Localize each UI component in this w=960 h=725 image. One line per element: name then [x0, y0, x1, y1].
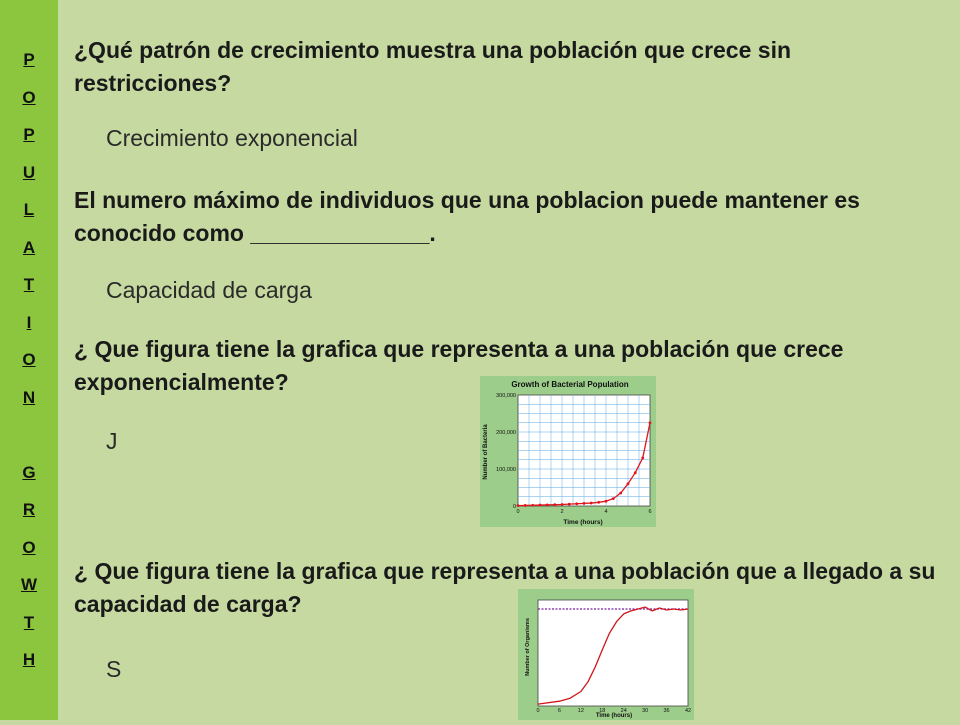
- x-tick-label: 12: [577, 708, 584, 714]
- exponential-chart-svg: [480, 376, 656, 527]
- data-point: [524, 504, 527, 507]
- sidebar-letter: W: [20, 575, 38, 594]
- data-point: [568, 503, 571, 506]
- sidebar-letter: T: [23, 613, 35, 632]
- logistic-chart-svg: [518, 589, 694, 720]
- sidebar-letter: L: [23, 200, 35, 219]
- sidebar-letter: R: [22, 500, 36, 519]
- question-4: ¿ Que figura tiene la grafica que representa a una población que a llegado a su capacidad de carga?: [74, 558, 936, 617]
- answer-2: Capacidad de carga: [106, 277, 312, 303]
- chart-x-label: Time (hours): [595, 713, 633, 719]
- x-tick-label: 2: [560, 509, 564, 515]
- y-tick-label: 100,000: [496, 467, 516, 473]
- data-point: [627, 482, 630, 485]
- sidebar-letter: T: [23, 275, 35, 294]
- data-point: [649, 421, 652, 424]
- sidebar-letter: O: [22, 538, 36, 557]
- x-tick-label: 6: [557, 708, 561, 714]
- chart-x-label: Time (hours): [563, 519, 603, 526]
- chart-title: Growth of Bacterial Population: [511, 380, 629, 389]
- y-tick-label: 200,000: [496, 430, 516, 436]
- x-tick-label: 30: [642, 708, 649, 714]
- sidebar: [0, 0, 58, 720]
- answer-1: Crecimiento exponencial: [106, 125, 358, 151]
- data-point: [561, 503, 564, 506]
- data-point: [605, 500, 608, 503]
- sidebar-letter: G: [22, 463, 36, 482]
- y-tick-label: 300,000: [496, 393, 516, 399]
- answer-4: S: [106, 656, 122, 682]
- sidebar-letter: H: [22, 650, 36, 669]
- chart-y-label: Number of Organisms: [525, 618, 531, 676]
- data-point: [612, 497, 615, 500]
- data-point: [583, 502, 586, 505]
- data-point: [553, 503, 556, 506]
- x-tick-label: 4: [604, 509, 608, 515]
- x-tick-label: 36: [663, 708, 670, 714]
- sidebar-letter: A: [22, 238, 36, 257]
- sidebar-letter: U: [22, 163, 36, 182]
- sidebar-letter: I: [26, 313, 32, 332]
- data-point: [619, 492, 622, 495]
- x-tick-label: 0: [516, 509, 520, 515]
- plot-area: [538, 600, 688, 706]
- x-tick-label: 42: [684, 708, 692, 714]
- data-point: [634, 471, 637, 474]
- data-point: [641, 457, 644, 460]
- sidebar-letter: O: [22, 350, 36, 369]
- data-point: [575, 502, 578, 505]
- data-point: [597, 501, 600, 504]
- x-tick-label: 24: [620, 708, 627, 714]
- sidebar-letter: P: [23, 50, 35, 69]
- data-point: [539, 504, 542, 507]
- chart-y-label: Number of Bacteria: [483, 424, 489, 480]
- data-point: [546, 503, 549, 506]
- data-point: [531, 504, 534, 507]
- answer-3: J: [106, 428, 118, 454]
- exponential-growth-chart: [480, 376, 656, 527]
- question-3: ¿ Que figura tiene la grafica que representa a una población que crece exponencialmente?: [74, 336, 844, 395]
- x-tick-label: 18: [599, 708, 606, 714]
- y-tick-label: 0: [512, 504, 516, 510]
- sidebar-letter: P: [23, 125, 35, 144]
- sidebar-letter: O: [22, 88, 36, 107]
- x-tick-label: 6: [648, 509, 652, 515]
- x-tick-label: 0: [536, 708, 540, 714]
- sidebar-letter: N: [22, 388, 36, 407]
- logistic-growth-chart: [518, 589, 694, 720]
- question-2: El numero máximo de individuos que una poblacion puede mantener es conocido como ______________.: [74, 187, 860, 246]
- data-point: [590, 502, 593, 505]
- data-point: [517, 504, 520, 507]
- question-1: ¿Qué patrón de crecimiento muestra una población que crece sin restricciones?: [74, 37, 792, 96]
